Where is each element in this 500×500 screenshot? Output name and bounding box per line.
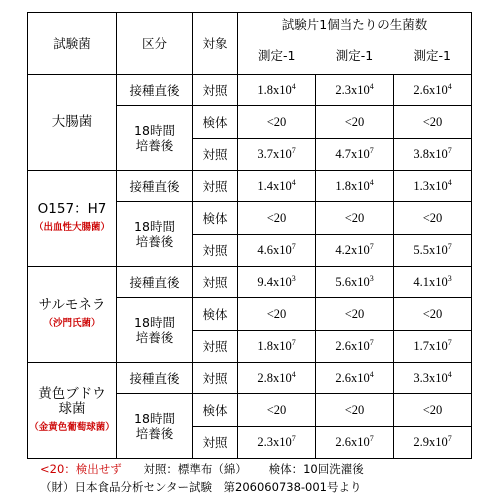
immediate-cell	[316, 75, 394, 106]
category-18h-line1: 18時間	[134, 123, 175, 138]
target-control: 対照	[193, 363, 238, 394]
control18-cell	[394, 235, 472, 267]
table-row	[28, 75, 472, 106]
sample-cell	[394, 106, 472, 139]
value-exponent: 4	[369, 369, 374, 379]
category-18h-line1: 18時間	[134, 315, 175, 330]
header-measure-1: 測定-1	[238, 37, 316, 75]
value-mantissa: 3.3x10	[413, 370, 448, 385]
value-exponent: 3	[291, 273, 296, 283]
value-mantissa: 2.6x10	[335, 435, 370, 449]
value-exponent: 4	[447, 81, 452, 91]
header-row	[28, 13, 472, 37]
organism-cell	[28, 75, 117, 171]
sample-cell	[316, 106, 394, 139]
target-sample: 検体	[193, 298, 238, 331]
value-exponent: 7	[369, 145, 374, 155]
value-exponent: 4	[291, 81, 296, 91]
category-immediate: 接種直後	[117, 75, 193, 106]
value-mantissa: 2.6x10	[413, 82, 448, 97]
category-18h-line2: 培養後	[135, 426, 174, 441]
organism-subname: （沙門氏菌）	[43, 318, 101, 329]
value-exponent: 7	[291, 433, 296, 443]
category-18h	[117, 298, 193, 363]
sample-cell	[394, 394, 472, 427]
category-immediate: 接種直後	[117, 363, 193, 394]
value-mantissa: 1.8x10	[335, 178, 370, 193]
immediate-cell	[238, 171, 316, 202]
control18-cell	[394, 331, 472, 363]
immediate-cell	[316, 267, 394, 298]
sample-cell	[316, 202, 394, 235]
category-18h-line2: 培養後	[135, 138, 174, 153]
sample-cell	[238, 394, 316, 427]
value-mantissa: 2.8x10	[257, 370, 292, 385]
value-mantissa: 4.2x10	[335, 243, 370, 257]
value-exponent: 7	[291, 145, 296, 155]
value-exponent: 4	[291, 369, 296, 379]
organism-cell	[28, 267, 117, 363]
value-mantissa: 2.3x10	[257, 435, 292, 449]
sample-cell	[238, 298, 316, 331]
control18-cell	[394, 427, 472, 459]
value-mantissa: 4.1x10	[413, 274, 448, 289]
category-18h-line1: 18時間	[134, 219, 175, 234]
table-row	[28, 363, 472, 394]
value-mantissa: 5.5x10	[413, 243, 448, 257]
organism-name-line2: 球菌	[58, 400, 86, 417]
value-mantissa: 3.8x10	[413, 147, 448, 161]
value-text: <20	[422, 114, 443, 129]
category-immediate: 接種直後	[117, 171, 193, 202]
organism-cell	[28, 171, 117, 267]
value-exponent: 4	[447, 369, 452, 379]
header-measure-3: 測定-1	[394, 37, 472, 75]
organism-cell	[28, 363, 117, 459]
target-control: 対照	[193, 235, 238, 267]
value-mantissa: 3.7x10	[257, 147, 292, 161]
value-mantissa: 2.6x10	[335, 370, 370, 385]
header-target: 対象	[193, 13, 238, 75]
target-sample: 検体	[193, 394, 238, 427]
results-table-container	[27, 12, 471, 456]
target-control: 対照	[193, 331, 238, 363]
target-control: 対照	[193, 139, 238, 171]
control18-cell	[394, 139, 472, 171]
table-row	[28, 267, 472, 298]
footer-sample-note: 検体：10回洗濯後	[268, 462, 364, 476]
value-exponent: 7	[369, 337, 374, 347]
value-exponent: 7	[291, 241, 296, 251]
value-exponent: 4	[369, 81, 374, 91]
sample-cell	[316, 298, 394, 331]
value-exponent: 7	[447, 145, 452, 155]
header-category: 区分	[117, 13, 193, 75]
control18-cell	[316, 235, 394, 267]
target-control: 対照	[193, 171, 238, 202]
immediate-cell	[394, 267, 472, 298]
header-measure-2: 測定-1	[316, 37, 394, 75]
immediate-cell	[394, 171, 472, 202]
control18-cell	[238, 139, 316, 171]
category-18h-line2: 培養後	[135, 330, 174, 345]
value-exponent: 4	[447, 177, 452, 187]
value-text: <20	[344, 402, 365, 417]
control18-cell	[316, 331, 394, 363]
sample-cell	[316, 394, 394, 427]
organism-subname: （出血性大腸菌）	[33, 222, 110, 233]
immediate-cell	[394, 363, 472, 394]
value-exponent: 7	[447, 337, 452, 347]
table-row	[28, 171, 472, 202]
immediate-cell	[394, 75, 472, 106]
value-mantissa: 4.7x10	[335, 147, 370, 161]
immediate-cell	[316, 171, 394, 202]
organism-name: 大腸菌	[51, 114, 93, 130]
value-mantissa: 1.3x10	[413, 178, 448, 193]
target-sample: 検体	[193, 202, 238, 235]
sample-cell	[394, 202, 472, 235]
category-18h-line2: 培養後	[135, 234, 174, 249]
value-text: <20	[422, 306, 443, 321]
target-control: 対照	[193, 427, 238, 459]
control18-cell	[316, 427, 394, 459]
value-text: <20	[422, 402, 443, 417]
value-text: <20	[422, 210, 443, 225]
sample-cell	[238, 106, 316, 139]
footer-control-note: 対照：標準布（綿）	[143, 462, 247, 476]
immediate-cell	[238, 267, 316, 298]
value-text: <20	[266, 306, 287, 321]
category-18h	[117, 394, 193, 459]
category-18h	[117, 106, 193, 171]
organism-name: O157：H7	[37, 201, 107, 217]
control18-cell	[316, 139, 394, 171]
immediate-cell	[238, 75, 316, 106]
value-exponent: 4	[291, 177, 296, 187]
organism-name: サルモネラ	[38, 297, 106, 313]
value-exponent: 7	[369, 433, 374, 443]
value-text: <20	[344, 114, 365, 129]
value-mantissa: 1.7x10	[413, 339, 448, 353]
control18-cell	[238, 331, 316, 363]
footer-source: （財）日本食品分析センター試験 第206060738-001号より	[40, 480, 362, 494]
control18-cell	[238, 235, 316, 267]
results-table	[27, 12, 472, 459]
value-exponent: 7	[369, 241, 374, 251]
category-18h-line1: 18時間	[134, 411, 175, 426]
immediate-cell	[238, 363, 316, 394]
value-text: <20	[266, 210, 287, 225]
target-control: 対照	[193, 267, 238, 298]
value-mantissa: 2.9x10	[413, 435, 448, 449]
value-exponent: 4	[369, 177, 374, 187]
target-control: 対照	[193, 75, 238, 106]
value-text: <20	[344, 210, 365, 225]
value-exponent: 7	[447, 241, 452, 251]
value-exponent: 7	[447, 433, 452, 443]
value-mantissa: 9.4x10	[257, 274, 292, 289]
sample-cell	[238, 202, 316, 235]
value-exponent: 7	[291, 337, 296, 347]
value-text: <20	[266, 114, 287, 129]
value-mantissa: 1.4x10	[257, 178, 292, 193]
value-mantissa: 2.3x10	[335, 82, 370, 97]
sample-cell	[394, 298, 472, 331]
header-organism: 試験菌	[28, 13, 117, 75]
target-sample: 検体	[193, 106, 238, 139]
category-18h	[117, 202, 193, 267]
category-immediate: 接種直後	[117, 267, 193, 298]
value-exponent: 3	[447, 273, 452, 283]
header-viable-count: 試験片1個当たりの生菌数	[238, 13, 472, 37]
value-mantissa: 1.8x10	[257, 82, 292, 97]
value-mantissa: 4.6x10	[257, 243, 292, 257]
value-text: <20	[266, 402, 287, 417]
value-mantissa: 5.6x10	[335, 274, 370, 289]
footer-legend	[40, 461, 364, 477]
immediate-cell	[316, 363, 394, 394]
value-mantissa: 2.6x10	[335, 339, 370, 353]
value-text: <20	[344, 306, 365, 321]
control18-cell	[238, 427, 316, 459]
organism-name: 黄色ブドウ	[38, 385, 106, 402]
value-exponent: 3	[369, 273, 374, 283]
value-mantissa: 1.8x10	[257, 339, 292, 353]
footer-lt20: <20：検出せず	[40, 462, 122, 476]
organism-subname: （金黄色葡萄球菌）	[29, 421, 115, 433]
